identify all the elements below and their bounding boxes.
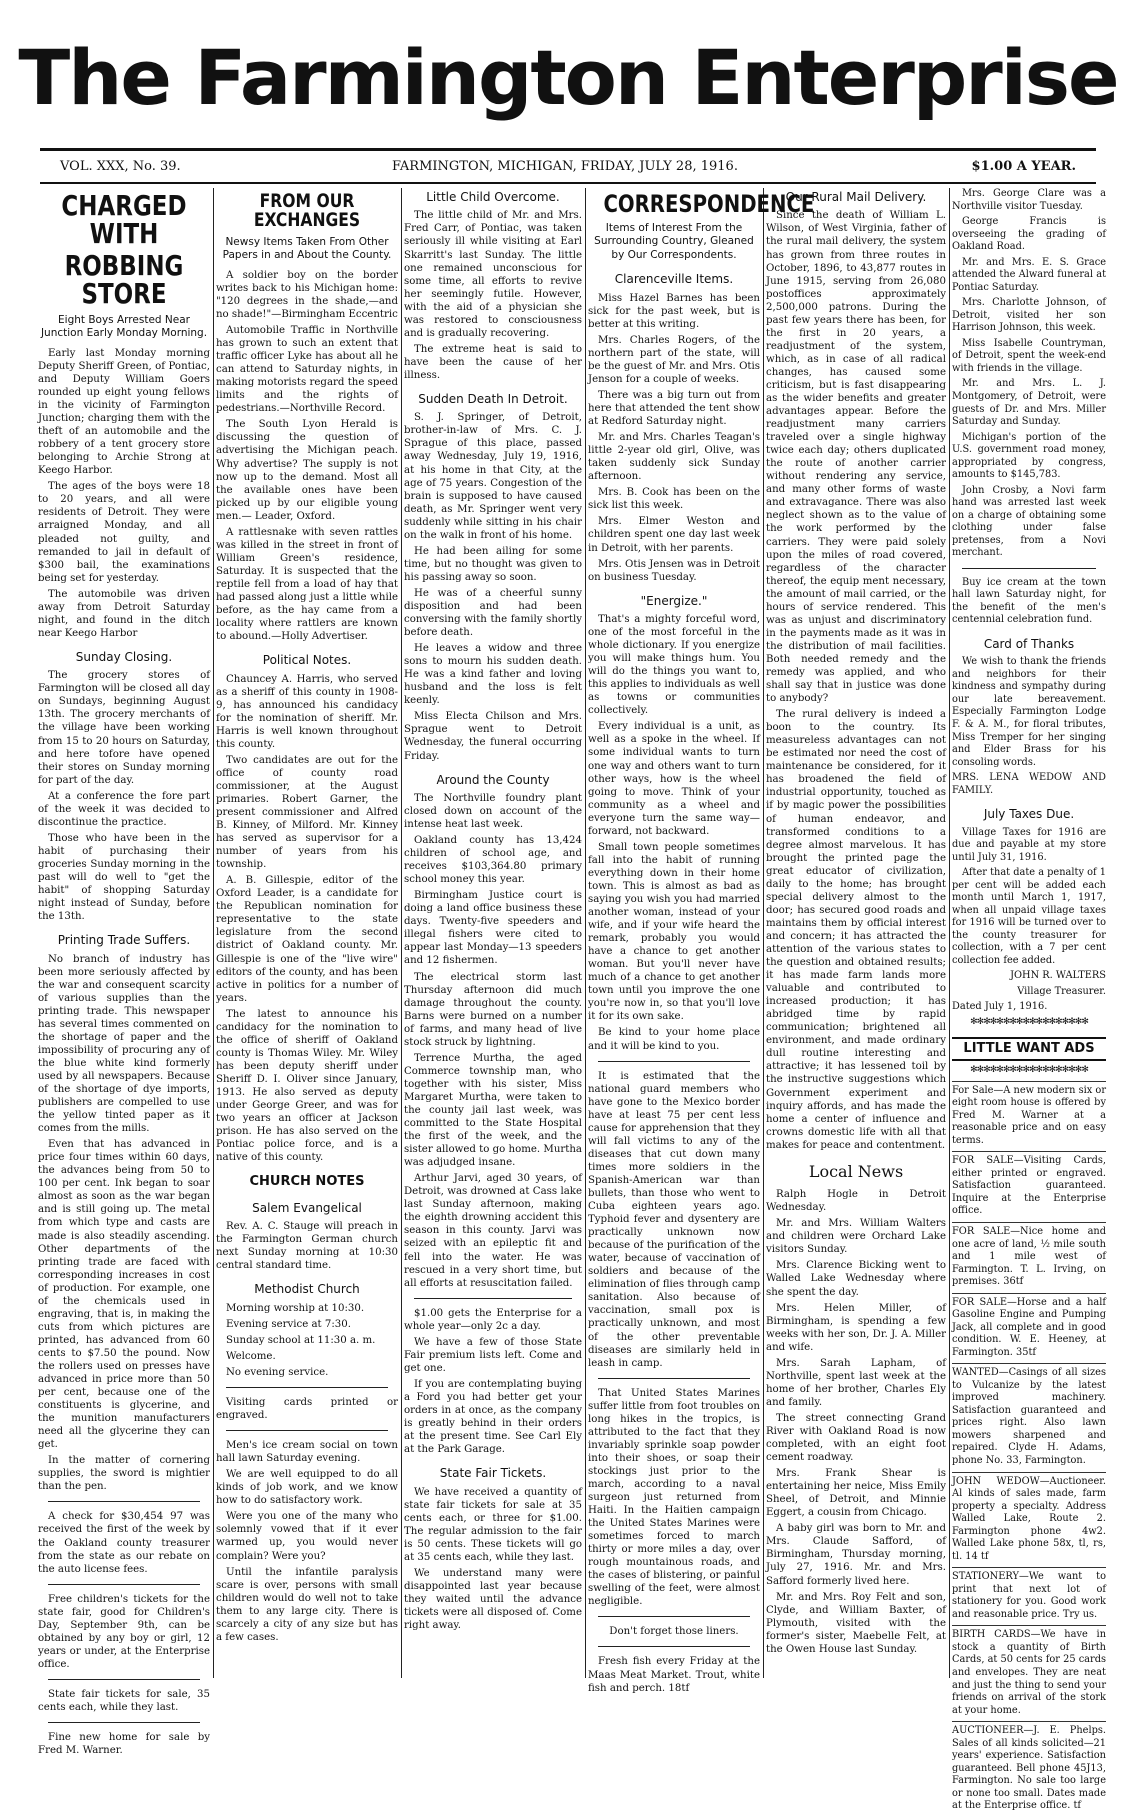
section-heading: "Energize." — [640, 593, 708, 608]
article-paragraph: The Northville foundry plant closed down on account of the intense heat last week. — [404, 792, 582, 830]
column-divider — [585, 188, 586, 1678]
article-paragraph: Even that has advanced in price four times within 60 days, the advances being from 50 to 100 per cent. Ink began to soar almost as soon as the war began and is still going up. The metal from which type and casts are made is also steadily ascending. Other departments of the printing trade are faced with corresponding increases in cost of production. For example, one of the chemicals used in engraving, that is, in making the cuts from which pictures are printed, has advanced from 60 cents to $7.50 the pound. Now the rollers used on presses have advanced in price more than 50 per cent, because one of the constituents is glycerine, and the munition manufacturers need all the glycerine they can get. — [38, 1139, 210, 1451]
item-paragraph: Visiting cards printed or engraved. — [216, 1397, 398, 1422]
notice-paragraph: After that date a penalty of 1 per cent will be added each month until March 1, 1917, when all unpaid village taxes for 1916 will be turned over to the county treasurer for collection, with a 7 per cent collection fee added. — [952, 867, 1106, 966]
item-paragraph: Free children's tickets for the state fair, good for Children's Day, September 9th, can be obtained by any boy or girl, 12 years or under, at the Enterprise office. — [38, 1593, 210, 1670]
news-item: Mrs. George Clare was a Northville visitor Tuesday. — [952, 188, 1106, 212]
classified-ad-text: AUCTIONEER—J. E. Phelps. Sales of all kinds solicited—21 years' experience. Satisfaction guaranteed. Bell phone 45J13, Farmington. No sale too large or none too small. Dates made at the Enterprise office. tf — [952, 1725, 1106, 1812]
schedule-line: Sunday school at 11:30 a. m. — [226, 1334, 376, 1346]
item-paragraph: If you are contemplating buying a Ford you had better get your orders in at once, as the company is greatly behind in their orders at the present time. See Carl Ely at the Park Garage. — [404, 1378, 582, 1456]
section-heading: Around the County — [436, 772, 550, 787]
divider — [598, 1646, 750, 1647]
divider — [598, 1616, 750, 1617]
section-heading: Printing Trade Suffers. — [57, 933, 191, 948]
article-paragraph: We have received a quantity of state fair tickets for sale at 35 cents each, or three for $1.00. The regular admission to the fair is 50 cents. These tickets will go at 35 cents each, while they last. — [404, 1486, 582, 1563]
classified-ad-text: For Sale—A new modern six or eight room house is offered by Fred M. Warner at a reasonable price and on easy terms. — [952, 1084, 1106, 1146]
schedule-line: Evening service at 7:30. — [226, 1318, 351, 1330]
article-paragraph: Miss Electa Chilson and Mrs. Sprague went to Detroit Wednesday, the funeral occurring Friday. — [404, 711, 582, 762]
article-paragraph: The little child of Mr. and Mrs. Fred Carr, of Pontiac, was taken seriously ill while visiting at Earl Skarritt's last Sunday. The little one remained unconscious for some time, all efforts to revive her seemingly futile. However, with the aid of a physician she was restored to consciousness and is gradually recovering. — [404, 210, 582, 339]
headline-exchanges: FROM OUR EXCHANGES — [253, 190, 361, 231]
article-paragraph: The South Lyon Herald is discussing the question of advertising the Michigan peach. Why advertise? The supply is not now up to the demand. Most all the available ones have been picked up by our eligible young men.— Leader, Oxford. — [216, 419, 398, 522]
news-item: Mr. and Mrs. E. S. Grace attended the Alward funeral at Pontiac Saturday. — [952, 256, 1106, 293]
divider — [226, 1387, 388, 1388]
news-item: Mrs. Charlotte Johnson, of Detroit, visited her son Harrison Johnson, this week. — [952, 297, 1106, 334]
classified-ad-text: JOHN WEDOW—Auctioneer. Al kinds of sales made, farm property a specialty. Address Walled Lake, Route 2. Farmington phone 4w2. Walled Lake phone 58x, tl, rs, tl. 14 tf — [952, 1475, 1106, 1562]
classified-ad — [952, 1472, 1106, 1564]
news-item: Mrs. Clarence Bicking went to Walled Lake Wednesday where she spent the day. — [766, 1260, 946, 1298]
article-paragraph: Since the death of William L. Wilson, of West Virginia, father of the rural mail delivery, the system has grown from three routes in October, 1896, to 43,877 routes in June 1915, serving from 26,080 postoffices approximately 2,500,000 patrons. During the past few years there has been, for the first in 20 years, a readjustment of the system, which, as in case of all radical changes, has caused some criticism, but is fast disappearing as the wider benefits and greater advantages appear. Before the readjustment many carriers traveled over a single highway twice each day; others duplicated the route of another carrier without rendering any service, and many other forms of waste and extravagance. There was also neglect shown as to the value of the work performed by the carriers. They were paid solely upon the miles of road covered, regardless of the character thereof, the equip ment necessary, the amount of mail carried, or the hours of service rendered. This was as unjust and discriminatory in the payments made as it was in the distribution of mail facilities. Both needed remedy and the remedy was applied, and who shall say that in justice was done to anybody? — [766, 210, 946, 705]
item-paragraph: We are well equipped to do all kinds of job work, and we know how to do satisfactory work. — [216, 1469, 398, 1507]
item-paragraph: Fresh fish every Friday at the Maas Meat Market. Trout, white fish and perch. 18tf — [588, 1656, 760, 1694]
article-paragraph: He was of a cheerful sunny disposition and had been conversing with the family shortly before death. — [404, 587, 582, 639]
divider — [48, 1501, 200, 1502]
item-paragraph: Fine new home for sale by Fred M. Warner. — [38, 1732, 210, 1757]
columns — [38, 188, 1106, 1812]
masthead-rule-bottom — [40, 182, 1096, 184]
article-paragraph: Mrs. Otis Jensen was in Detroit on business Tuesday. — [588, 558, 760, 583]
classified-ad — [952, 1625, 1106, 1717]
divider — [48, 1722, 200, 1723]
item-paragraph: Until the infantile paralysis scare is over, persons with small children would do well not to take them to any large city. There is scarcely a city of any size but has a few cases. — [216, 1566, 398, 1643]
section-heading: Clarenceville Items. — [614, 272, 734, 287]
divider — [226, 1430, 388, 1431]
article-paragraph: There was a big turn out from here that attended the tent show at Redford Saturday night. — [588, 390, 760, 428]
item-paragraph: Don't forget those liners. — [609, 1626, 739, 1638]
news-item: A baby girl was born to Mr. and Mrs. Claude Safford, of Birmingham, Thursday morning, July 27, 1916. Mr. and Mrs. Safford formerly lived here. — [766, 1523, 946, 1587]
section-heading: July Taxes Due. — [983, 807, 1075, 822]
column-divider — [401, 188, 402, 1678]
article-paragraph: Miss Hazel Barnes has been sick for the past week, but is better at this writing. — [588, 292, 760, 330]
classified-ad-text: FOR SALE—Visiting Cards, either printed or engraved. Satisfaction guaranteed. Inquire at the Enterprise office. — [952, 1155, 1106, 1217]
article-paragraph: The extreme heat is said to have been the cause of her illness. — [404, 343, 582, 381]
article-paragraph: The rural delivery is indeed a boon to the country. Its measureless advantages can not be estimated nor need the cost of maintenance be considered, for it has broadened the field of industrial opportunity, touched as if by magic power the possibilities of human endeavor, and transformed conditions to a degree almost marvelous. It has brought the printed page the great educator of civilization, daily to the home; has brought special delivery almost to the door; has secured good roads and maintains them by official interest and concern; it has attracted the attention of the various states to the question and obtained results; it has made farm lands more valuable and contributed to increased production; it has abridged time by rapid communication; brightened all environment, and made ordinary dull routine interesting and attractive; it has lessened toil by the instructive suggestions which Government experiment and inquiry affords, and has made the home a center of influence and crowns domestic life with all that makes for peace and contentment. — [766, 709, 946, 1151]
section-heading: Methodist Church — [254, 1282, 360, 1297]
article-paragraph: Mrs. Charles Rogers, of the northern part of the state, will be the guest of Mr. and Mrs. Otis Jenson for a couple of weeks. — [588, 334, 760, 385]
item-paragraph: We have a few of those State Fair premium lists left. Come and get one. — [404, 1336, 582, 1374]
signature: MRS. LENA WEDOW AND FAMILY. — [952, 772, 1106, 796]
section-heading: Card of Thanks — [983, 637, 1075, 651]
column-4 — [588, 188, 815, 1694]
news-item: The street connecting Grand River with Oakland Road is now completed, with an eight foot cement roadway. — [766, 1412, 946, 1464]
article-paragraph: He had been ailing for some time, but no thought was given to his passing away so soon. — [404, 545, 582, 583]
article-paragraph: A. B. Gillespie, editor of the Oxford Leader, is a candidate for the Republican nomination for representative to the state legislature from the second district of Oakland county. Mr. Gillespie is one of the "live wire" editors of the county, and has been active in politics for a number of years. — [216, 875, 398, 1004]
news-item: Ralph Hogle in Detroit Wednesday. — [766, 1189, 946, 1214]
article-paragraph: Every individual is a unit, as well as a spoke in the wheel. If some individual wants to turn one way and others want to turn other ways, how is the wheel going to move. Think of your community as a wheel and everyone turn the same way—forward, not backward. — [588, 721, 760, 837]
masthead-title: The Farmington Enterprise — [18, 33, 1118, 122]
article-paragraph: Arthur Jarvi, aged 30 years, of Detroit, was drowned at Cass lake last Sunday afternoon, making the eighth drowning accident this season in this county. Jarvi was seized with an epileptic fit and fell into the water. He was rescued in a very short time, but all efforts at resuscitation failed. — [404, 1173, 582, 1289]
column-3 — [404, 188, 582, 1688]
divider — [598, 1061, 750, 1062]
local-news-heading: Local News — [808, 1161, 904, 1181]
article-paragraph: Rev. A. C. Stauge will preach in the Farmington German church next Sunday morning at 10:30 central standard time. — [216, 1221, 398, 1272]
classified-ad — [952, 1293, 1106, 1360]
classified-ad — [952, 1363, 1106, 1467]
signature-title: Village Treasurer. — [1017, 985, 1106, 997]
article-paragraph: No branch of industry has been more seriously affected by the war and consequent scarcity of various supplies than the printing trade. This newspaper has several times commented on the shortage of paper and the impossibility of procuring any of the blue white kind formerly used by all newspapers. Because of the shortage of dye imports, publishers are compelled to use the yellow tinted paper as it comes from the mills. — [38, 953, 210, 1135]
article-paragraph: A soldier boy on the border writes back to his Michigan home: "120 degrees in the shade,—and no shade!"—Birmingham Eccentric — [216, 269, 398, 321]
volume-number: VOL. XXX, No. 39. — [60, 159, 181, 174]
classified-ad-text: FOR SALE—Horse and a half Gasoline Engine and Pumping Jack, all complete and in good condition. W. E. Heeney, at Farmington. 35tf — [952, 1296, 1106, 1358]
schedule-line: Morning worship at 10:30. — [226, 1302, 365, 1314]
subheadline: Eight Boys Arrested Near Junction Early Monday Morning. — [40, 314, 208, 340]
item-paragraph: A check for $30,454 97 was received the first of the week by the Oakland county treasurer from the state as our rebate on the auto license fees. — [38, 1511, 210, 1575]
star-border: ✻✻✻✻✻✻✻✻✻✻✻✻✻✻✻✻✻✻ — [970, 1065, 1088, 1076]
divider — [962, 568, 1096, 569]
divider — [414, 1298, 572, 1299]
item-paragraph: State fair tickets for sale, 35 cents each, while they last. — [38, 1688, 210, 1713]
masthead-rule-top — [40, 148, 1096, 151]
divider — [48, 1584, 200, 1585]
news-item: Mrs. Sarah Lapham, of Northville, spent last week at the home of her brother, Charles Ely and family. — [766, 1357, 946, 1408]
article-paragraph: We understand many were disappointed last year because they waited until the advance tickets were all disposed of. Come right away. — [404, 1567, 582, 1631]
column-6 — [952, 188, 1106, 1812]
article-paragraph: That's a mighty forceful word, one of the most forceful in the whole dictionary. If you energize you will make things hum. You will do the things you want to, this applies to individuals as well as towns or communities collectively. — [588, 614, 760, 717]
subheadline: Items of Interest From the Surrounding Country, Gleaned by Our Correspondents. — [594, 222, 754, 261]
classified-ad-text: FOR SALE—Nice home and one acre of land, ½ mile south and 1 mile west of Farmington. T. L. Irving, on premises. 36tf — [952, 1225, 1106, 1288]
article-paragraph: Automobile Traffic in Northville has grown to such an extent that traffic officer Lyke has about all he can attend to Saturday nights, in making motorists regard the speed limits and the rights of pedestrians.—Northville Record. — [216, 325, 398, 415]
dateline: FARMINGTON, MICHIGAN, FRIDAY, JULY 28, 1916. — [392, 159, 738, 174]
dated-line: Dated July 1, 1916. — [952, 1001, 1048, 1013]
section-heading: Little Child Overcome. — [426, 190, 560, 204]
article-paragraph: The electrical storm last Thursday afternoon did much damage throughout the county. Barns were burned on a number of farms, and many head of live stock struck by lightning. — [404, 971, 582, 1048]
classified-ad — [952, 1081, 1106, 1148]
news-item: Mrs. Frank Shear is entertaining her neice, Miss Emily Sheel, of Detroit, and Minnie Eggert, a cousin from Chicago. — [766, 1468, 946, 1519]
article-paragraph: The automobile was driven away from Detroit Saturday night, and found in the ditch near Keego Harbor — [38, 588, 210, 639]
star-border: ✻✻✻✻✻✻✻✻✻✻✻✻✻✻✻✻✻✻ — [970, 1017, 1088, 1027]
section-heading: Sunday Closing. — [75, 649, 173, 664]
news-item: Mr. and Mrs. Roy Felt and son, Clyde, and William Baxter, of Plymouth, visited with the former's sister, Maebelle Felt, at the Owen House last Sunday. — [766, 1591, 946, 1655]
news-item: Mr. and Mrs. L. J. Montgomery, of Detroit, were guests of Dr. and Mrs. Miller Saturday and Sunday. — [952, 378, 1106, 428]
classified-ad — [952, 1151, 1106, 1218]
classified-ad — [952, 1222, 1106, 1289]
article-paragraph: At a conference the fore part of the week it was decided to discontinue the practice. — [38, 790, 210, 828]
notice-paragraph: We wish to thank the friends and neighbors for their kindness and sympathy during our late bereavement. Especially Farmington Lodge F. & A. M., for floral tributes, Miss Tremper for her singing and Elder Brass for his consoling words. — [952, 656, 1106, 768]
article-paragraph: Early last Monday morning Deputy Sheriff Green, of Pontiac, and Deputy William Goers rounded up eight young fellows in the vicinity of Farmington Junction; charging them with the theft of an automobile and the robbery of a tent grocery store belonging to Archie Strong at Keego Harbor. — [38, 347, 210, 477]
item-paragraph: Men's ice cream social on town hall lawn Saturday evening. — [216, 1440, 398, 1465]
section-heading: Political Notes. — [262, 653, 352, 668]
schedule-line: Welcome. — [226, 1350, 276, 1362]
section-heading: CHURCH NOTES — [249, 1174, 365, 1190]
column-divider — [949, 188, 950, 1678]
article-paragraph: Mrs. Elmer Weston and children spent one day last week in Detroit, with her parents. — [588, 516, 760, 554]
classified-ad — [952, 1721, 1106, 1813]
article-paragraph: In the matter of cornering supplies, the sword is mightier than the pen. — [38, 1455, 210, 1493]
article-paragraph: The grocery stores of Farmington will be closed all day on Sundays, beginning August 13th. The grocery merchants of the village have been working from 15 to 20 hours on Saturday, and here tofore have opened their stores on Sunday morning for part of the day. — [38, 670, 210, 786]
column-divider — [213, 188, 214, 1678]
article-paragraph: A rattlesnake with seven rattles was killed in the street in front of William Green's residence, Saturday. It is suspected that the reptile fell from a load of hay that had passed along just a little while before, as the hay came from a locality where rattlers are known to abound.—Holly Advertiser. — [216, 526, 398, 643]
column-2 — [216, 188, 398, 1688]
news-item: John Crosby, a Novi farm hand was arrested last week on a charge of obtaining some clothing under false pretenses, from a Novi merchant. — [952, 484, 1106, 559]
article-paragraph: Mrs. B. Cook has been on the sick list this week. — [588, 487, 760, 512]
article-paragraph: The latest to announce his candidacy for the nomination to the office of sheriff of Oakland county is Thomas Wiley. Mr. Wiley has been deputy sheriff under Sheriff D. I. Oliver since January, 1913. He also served as deputy under George Greer, and was for two years an officer at Jackson prison. He has also served on the Pontiac police force, and is a native of this county. — [216, 1008, 398, 1164]
want-ads-heading: LITTLE WANT ADS — [952, 1037, 1106, 1062]
dateline-bar — [40, 155, 1096, 179]
article-paragraph: Mr. and Mrs. Charles Teagan's little 2-year old girl, Olive, was taken suddenly sick Sunday afternoon. — [588, 432, 760, 483]
schedule-line: No evening service. — [226, 1367, 329, 1378]
article-paragraph: The ages of the boys were 18 to 20 years, and all were residents of Detroit. They were arraigned Monday, and all pleaded not guilty, and remanded to jail in default of $300 bail, the examinations being set for yesterday. — [38, 481, 210, 584]
news-item: Miss Isabelle Countryman, of Detroit, spent the week-end with friends in the village. — [952, 337, 1106, 374]
article-paragraph: Oakland county has 13,424 children of school age, and receives $103,364.80 primary school money this year. — [404, 835, 582, 886]
article-paragraph: Chauncey A. Harris, who served as a sheriff of this county in 1908-9, has announced his candidacy for the nomination of sheriff. Mr. Harris is well known throughout this county. — [216, 673, 398, 750]
article-paragraph: That United States Marines suffer little from foot troubles on long hikes in the tropics, is attributed to the fact that they invariably sprinkle soap powder into their shoes, or soap their stockings just prior to the march, according to a naval surgeon just returned from Haiti. In the Haitien campaign the United States Marines were sometimes forced to march thirty or more miles a day, over rough mountainous roads, and the cases of blistering, or painful swelling of the feet, were almost negligible. — [588, 1387, 760, 1608]
section-heading: Salem Evangelical — [252, 1200, 362, 1215]
signature: JOHN R. WALTERS — [1010, 970, 1106, 982]
classified-ad-text: BIRTH CARDS—We have in stock a quantity of Birth Cards, at 50 cents for 25 cards and envelopes. They are neat and just the thing to send your friends on arrival of the stork at your home. — [952, 1629, 1106, 1716]
section-heading: Sudden Death In Detroit. — [418, 391, 568, 406]
section-heading: Our Rural Mail Delivery. — [785, 190, 927, 204]
column-5 — [766, 188, 946, 1688]
article-paragraph: Two candidates are out for the office of county road commissioner, at the August primaries. Robert Garner, the present commissioner and Alfred B. Kinney, of Milford. Mr. Kinney has served as supervisor for a number of years from his township. — [216, 754, 398, 871]
column-divider — [763, 188, 764, 1678]
news-item: Michigan's portion of the U.S. government road money, appropriated by congress, amounts to $145,783. — [952, 431, 1106, 481]
article-paragraph: Be kind to your home place and it will be kind to you. — [588, 1027, 760, 1052]
subheadline: Newsy Items Taken From Other Papers in and About the County. — [222, 236, 392, 262]
article-paragraph: Terrence Murtha, the aged Commerce township man, who together with his sister, Miss Margaret Murtha, were taken to the county jail last week, was committed to the State Hospital the first of the week, and the sister allowed to go home. Murtha was adjudged insane. — [404, 1052, 582, 1169]
notice-paragraph: Village Taxes for 1916 are due and payable at my store until July 31, 1916. — [952, 826, 1106, 863]
news-item: Mr. and Mrs. William Walters and children were Orchard Lake visitors Sunday. — [766, 1218, 946, 1256]
item-paragraph: $1.00 gets the Enterprise for a whole year—only 2c a day. — [404, 1307, 582, 1332]
article-paragraph: S. J. Springer, of Detroit, brother-in-law of Mrs. C. J. Sprague of this place, passed away Wednesday, July 19, 1916, at his home in that City, at the age of 75 years. Congestion of the brain is supposed to have caused death, as Mr. Springer went very suddenly while sitting in his chair on the walk in front of his home. — [404, 412, 582, 541]
column-1 — [38, 188, 210, 1757]
classified-ad — [952, 1567, 1106, 1621]
item-paragraph: Were you one of the many who solemnly vowed that if it ever warmed up, you would never complain? Were you? — [216, 1511, 398, 1562]
article-paragraph: Those who have been in the habit of purchasing their groceries Sunday morning in the past will do well to "get the habit" of shopping Saturday night instead of Sunday, before the 13th. — [38, 832, 210, 923]
classified-ad-text: WANTED—Casings of all sizes to Vulcanize by the latest improved machinery. Satisfaction guaranteed and prices right. Also lawn mowers sharpened and repaired. Clyde H. Adams, phone No. 33, Farmington. — [952, 1367, 1106, 1466]
headline-robbing: ROBBING STORE — [64, 249, 184, 310]
article-paragraph: It is estimated that the national guard members who have gone to the Mexico border have at least 75 per cent less cause for apprehension that they will fall victims to any of the diseases that cut down many times more soldiers in the Spanish-American war than bullets, than those who went to Cuba eighteen years ago. Typhoid fever and dysentery are practically unknown now because of the purification of the water, because of vaccination of soldiers and because of the elimination of flies through camp sanitation. Also because of vaccination, small pox is practically unknown, and most of the other preventable diseases are similarly held in leash in camp. — [588, 1070, 760, 1369]
article-paragraph: He leaves a widow and three sons to mourn his sudden death. He was a kind father and loving husband and the loss is felt keenly. — [404, 643, 582, 707]
section-heading: State Fair Tickets. — [439, 1466, 547, 1481]
article-paragraph: Birmingham Justice court is doing a land office business these days. Twenty-five speeders and illegal fishers were cited to appear last Monday—13 speeders and 12 fishermen. — [404, 890, 582, 967]
classified-ad-text: STATIONERY—We want to print that next lot of stationery for you. Good work and reasonable price. Try us. — [952, 1571, 1106, 1620]
headline-charged: CHARGED WITH — [61, 189, 187, 250]
divider — [598, 1378, 750, 1379]
news-item: George Francis is overseeing the grading of Oakland Road. — [952, 216, 1106, 253]
news-item: Buy ice cream at the town hall lawn Saturday night, for the benefit of the men's centennial celebration fund. — [952, 576, 1106, 626]
divider — [48, 1679, 200, 1680]
article-paragraph: Small town people sometimes fall into the habit of running everything down in their home town. This is almost as bad as saying you wish you had married another woman, instead of your wife, and if your wife heard the remark, probably you would have a chance to get another woman. But you'll never have much of a chance to get another town until you improve the one you're now in, so that you'll love it for its own sake. — [588, 841, 760, 1023]
news-item: Mrs. Helen Miller, of Birmingham, is spending a few weeks with her son, Dr. J. A. Miller and wife. — [766, 1302, 946, 1353]
subscription-price: $1.00 A YEAR. — [971, 159, 1076, 174]
headline-correspondence: CORRESPONDENCE — [603, 190, 815, 218]
